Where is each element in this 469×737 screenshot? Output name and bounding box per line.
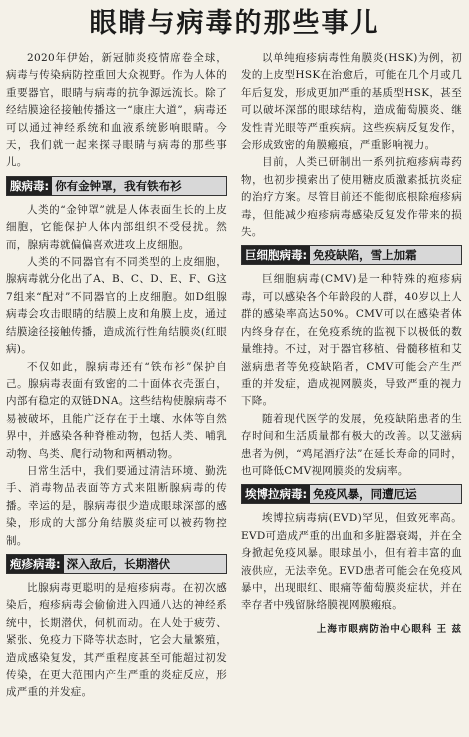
section-heading-subtitle: 免疫缺陷，雪上加霜 bbox=[310, 246, 461, 264]
section-heading-ebola bbox=[241, 484, 462, 504]
left-column bbox=[6, 50, 227, 702]
section-heading-herpesvirus bbox=[6, 554, 227, 574]
body-paragraph: 比腺病毒更聪明的是疱疹病毒。在初次感染后，疱疹病毒会偷偷进入四通八达的神经系统中，长期潜伏，伺机而动。在人处于疲劳、紧张、免疫力下降等状态时，它会大量繁殖，造成感染复发，其严重程度甚至可能超过初发传染，在更大范围内产生严重的炎症反应，形成严重的并发症。 bbox=[6, 581, 227, 699]
body-paragraph: 随着现代医学的发展，免疫缺陷患者的生存时间和生活质量都有极大的改善。以艾滋病患者为例，“鸡尾酒疗法”在延长寿命的同时，也可降低CMV视网膜炎的发病率。 bbox=[241, 412, 462, 477]
body-paragraph: 人类的“金钟罩”就是人体表面生长的上皮细胞，它能保护人体内部组织不受侵扰。然而，腺病毒就偏偏喜欢进攻上皮细胞。 bbox=[6, 203, 227, 251]
section-heading-lead: 腺病毒: bbox=[7, 177, 52, 195]
section-heading-lead: 埃博拉病毒: bbox=[242, 485, 310, 503]
body-paragraph: 巨细胞病毒(CMV)是一种特殊的疱疹病毒，可以感染各个年龄段的人群，40岁以上人群的感染率高达50%。CMV可以在感染者体内终身存在，在免疫系统的监视下以极低的数量维持。不过，对于器官移植、骨髓移植和艾滋病患者等免疫缺陷者，CMV可能会产生严重的并发症，造成视网膜炎，导致严重的视力下降。 bbox=[241, 273, 462, 408]
section-heading-lead: 巨细胞病毒: bbox=[242, 246, 310, 264]
body-paragraph: 以单纯疱疹病毒性角膜炎(HSK)为例，初发的上皮型HSK在治愈后，可能在几个月或几年后复发，形成更加严重的基质型HSK，甚至可以破坏深部的眼球结构，造成葡萄膜炎、继发性青光眼等严重疾病。这些疾病反复发作，会形成致密的角膜瘢痕，严重影响视力。 bbox=[241, 52, 462, 152]
section-heading-subtitle: 深入敌后，长期潜伏 bbox=[64, 555, 226, 573]
intro-paragraph: 2020年伊始，新冠肺炎疫情席卷全球，病毒与传染病防控重回大众视野。作为人体的重要器官，眼睛与病毒的抗争源远流长。除了经结膜途径接触传播这一“康庄大道”，病毒还可以通过神经系统和血液系统影响眼睛。今天，我们就一起来探寻眼睛与病毒的那些事儿。 bbox=[6, 52, 227, 169]
section-heading-subtitle: 你有金钟罩，我有铁布衫 bbox=[52, 177, 226, 195]
author-signature: 上海市眼病防治中心眼科 王 兹 bbox=[316, 623, 462, 635]
article-title: 眼睛与病毒的那些事儿 bbox=[89, 8, 380, 39]
right-column bbox=[241, 50, 462, 702]
body-paragraph: 目前，人类已研制出一系列抗疱疹病毒药物，也初步摸索出了使用糖皮质激素抵抗炎症的治疗方案。尽管目前还不能彻底根除疱疹病毒，但能减少疱疹病毒感染反复发作带来的损失。 bbox=[241, 156, 462, 239]
body-paragraph: 不仅如此，腺病毒还有“铁布衫”保护自己。腺病毒表面有致密的二十面体衣壳蛋白，内部有稳定的双链DNA。这些结构使腺病毒不易被破坏，且能广泛存在于土壤、水体等自然界中，并感染各种脊椎动物，包括人类、哺乳动物、鸟类、爬行动物和两栖动物。 bbox=[6, 360, 227, 460]
article-columns bbox=[6, 50, 463, 702]
section-heading-adenovirus bbox=[6, 176, 227, 196]
section-heading-lead: 疱疹病毒: bbox=[7, 555, 64, 573]
body-paragraph: 日常生活中，我们要通过清洁环境、勤洗手、消毒物品表面等方式来阻断腺病毒的传播。幸运的是，腺病毒很少造成眼球深部的感染，形成的大部分角结膜炎症可以被药物控制。 bbox=[6, 464, 227, 547]
section-heading-cytomegalovirus bbox=[241, 245, 462, 265]
section-heading-subtitle: 免疫风暴，同遭厄运 bbox=[310, 485, 461, 503]
body-paragraph: 人类的不同器官有不同类型的上皮细胞，腺病毒就分化出了A、B、C、D、E、F、G这7组来“配对”不同器官的上皮细胞。如D组腺病毒会攻击眼睛的结膜上皮和角膜上皮，通过结膜途径接触传播，造成流行性角结膜炎(红眼病)。 bbox=[6, 256, 227, 356]
body-paragraph: 埃博拉病毒病(EVD)罕见，但致死率高。EVD可造成严重的出血和多脏器衰竭，并在全身掀起免疫风暴。眼球虽小，但有着丰富的血液供应，无法幸免。EVD患者可能会在免疫风暴中，出现眼红、眼痛等葡萄膜炎症状，并在幸存者中残留脉络膜视网膜瘢痕。 bbox=[241, 512, 462, 612]
